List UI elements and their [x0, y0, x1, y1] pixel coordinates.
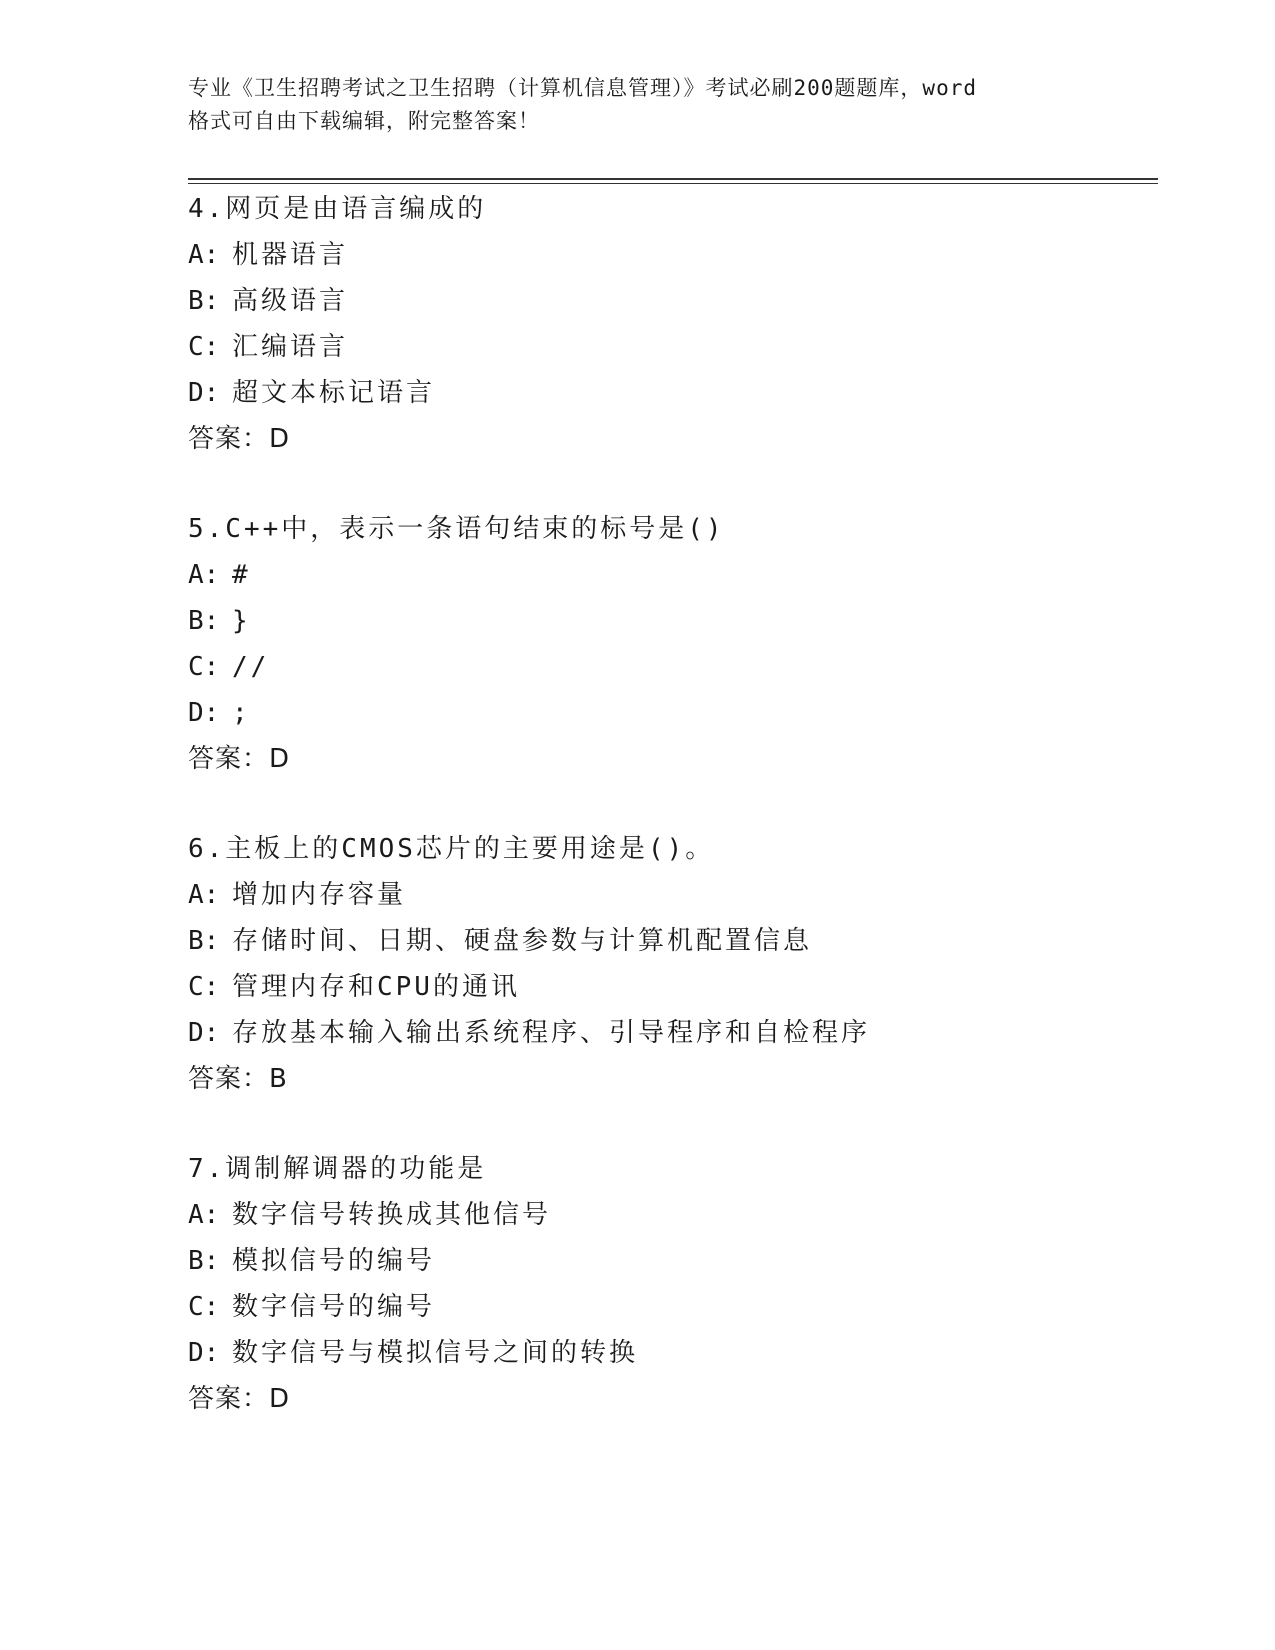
option-b [188, 918, 1188, 964]
option-d [188, 370, 1188, 416]
option-label: D: [188, 1338, 220, 1368]
option-label: C: [188, 332, 220, 362]
option-c [188, 644, 1188, 690]
option-label: A: [188, 1200, 220, 1230]
option-c [188, 1284, 1188, 1330]
option-label: C: [188, 1292, 220, 1322]
option-text: 机器语言 [232, 240, 349, 270]
question-4 [188, 186, 1188, 462]
header-line-2: 格式可自由下载编辑，附完整答案！ [188, 109, 540, 133]
option-c [188, 324, 1188, 370]
option-label: C: [188, 972, 220, 1002]
option-label: B: [188, 606, 220, 636]
option-a [188, 872, 1188, 918]
option-b [188, 1238, 1188, 1284]
option-text: 汇编语言 [232, 332, 349, 362]
question-6 [188, 826, 1188, 1102]
option-text: 数字信号与模拟信号之间的转换 [232, 1338, 639, 1368]
question-5 [188, 506, 1188, 782]
question-stem: 7.调制解调器的功能是 [188, 1154, 487, 1184]
option-label: D: [188, 1018, 220, 1048]
header-divider-thick [188, 178, 1158, 180]
option-text: ; [232, 698, 251, 728]
option-label: D: [188, 698, 220, 728]
option-label: D: [188, 378, 220, 408]
option-d [188, 1010, 1188, 1056]
option-text: 超文本标记语言 [232, 378, 436, 408]
option-label: A: [188, 240, 220, 270]
option-text: 存放基本输入输出系统程序、引导程序和自检程序 [232, 1018, 871, 1048]
answer-line: 答案：D [188, 424, 291, 454]
option-text: 数字信号的编号 [232, 1292, 436, 1322]
option-label: B: [188, 1246, 220, 1276]
option-label: A: [188, 560, 220, 590]
option-label: C: [188, 652, 220, 682]
question-7 [188, 1146, 1188, 1422]
answer-line: 答案：B [188, 1064, 288, 1094]
question-stem: 4.网页是由语言编成的 [188, 194, 487, 224]
option-text: 数字信号转换成其他信号 [232, 1200, 552, 1230]
answer-line: 答案：D [188, 744, 291, 774]
option-c [188, 964, 1188, 1010]
option-label: B: [188, 926, 220, 956]
option-b [188, 278, 1188, 324]
option-text: 模拟信号的编号 [232, 1246, 436, 1276]
document-header [188, 72, 1098, 138]
question-stem: 6.主板上的CMOS芯片的主要用途是()。 [188, 834, 715, 864]
option-d [188, 690, 1188, 736]
option-label: A: [188, 880, 220, 910]
header-divider-thin [188, 183, 1158, 184]
option-label: B: [188, 286, 220, 316]
option-text: 增加内存容量 [232, 880, 407, 910]
answer-line: 答案：D [188, 1384, 291, 1414]
option-a [188, 552, 1188, 598]
option-text: 存储时间、日期、硬盘参数与计算机配置信息 [232, 926, 813, 956]
option-b [188, 598, 1188, 644]
question-stem: 5.C++中，表示一条语句结束的标号是() [188, 514, 725, 544]
option-text: // [232, 652, 270, 682]
option-text: # [232, 560, 251, 590]
option-text: 管理内存和CPU的通讯 [232, 972, 520, 1002]
header-line-1: 专业《卫生招聘考试之卫生招聘（计算机信息管理）》考试必刷200题题库，word [188, 76, 977, 100]
option-text: 高级语言 [232, 286, 349, 316]
option-text: } [232, 606, 251, 636]
option-a [188, 1192, 1188, 1238]
option-d [188, 1330, 1188, 1376]
option-a [188, 232, 1188, 278]
